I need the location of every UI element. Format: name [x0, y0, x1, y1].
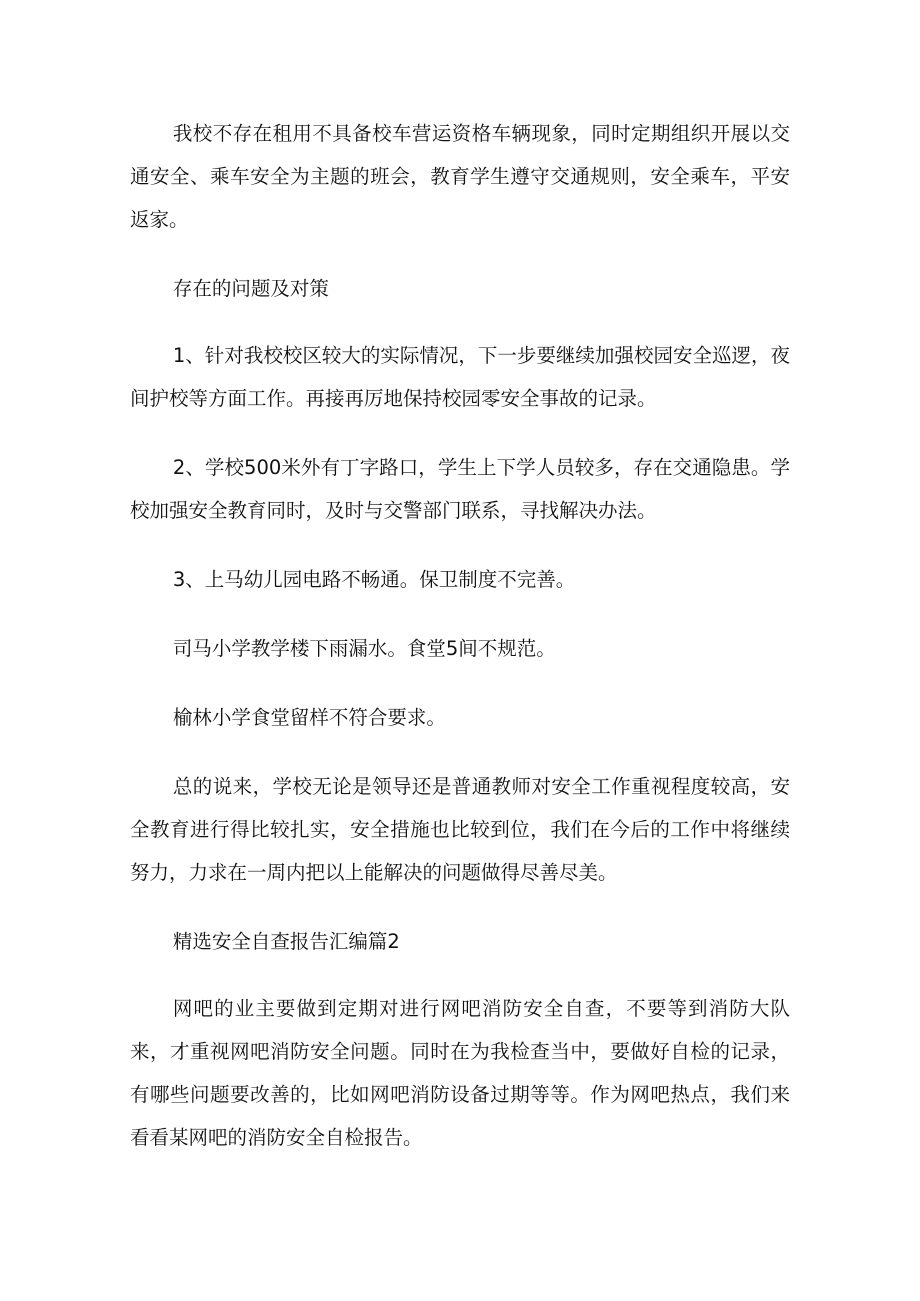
paragraph-item-3: 3、上马幼儿园电路不畅通。保卫制度不完善。	[172, 568, 576, 591]
heading-problems-and-measures: 存在的问题及对策	[172, 277, 329, 300]
paragraph-yulin-school: 榆林小学食堂留样不符合要求。	[172, 706, 446, 729]
paragraph-item-1: 1、针对我校校区较大的实际情况，下一步要继续加强校园安全巡逻，夜间护校等方面工作。再接再厉地保持校园零安全事故的记录。	[130, 344, 790, 410]
paragraph-item-2: 2、学校500米外有丁字路口，学生上下学人员较多，存在交通隐患。学校加强安全教育同时，及时与交警部门联系，寻找解决办法。	[130, 456, 790, 522]
paragraph-sima-school: 司马小学教学楼下雨漏水。食堂5间不规范。	[172, 637, 556, 660]
paragraph-school-bus-safety: 我校不存在租用不具备校车营运资格车辆现象，同时定期组织开展以交通安全、乘车安全为主题的班会，教育学生遵守交通规则，安全乘车，平安返家。	[130, 122, 790, 231]
document-body	[130, 112, 790, 1185]
paragraph-internet-cafe: 网吧的业主要做到定期对进行网吧消防安全自查，不要等到消防大队来，才重视网吧消防安全问题。同时在为我检查当中，要做好自检的记录，有哪些问题要改善的，比如网吧消防设备过期等等。作为网吧热点，我们来看看某网吧的消防安全自检报告。	[130, 997, 790, 1149]
paragraph-summary: 总的说来，学校无论是领导还是普通教师对安全工作重视程度较高，安全教育进行得比较扎实，安全措施也比较到位，我们在今后的工作中将继续努力，力求在一周内把以上能解决的问题做得尽善尽美。	[130, 775, 790, 884]
heading-report-part-2: 精选安全自查报告汇编篇2	[172, 930, 400, 953]
